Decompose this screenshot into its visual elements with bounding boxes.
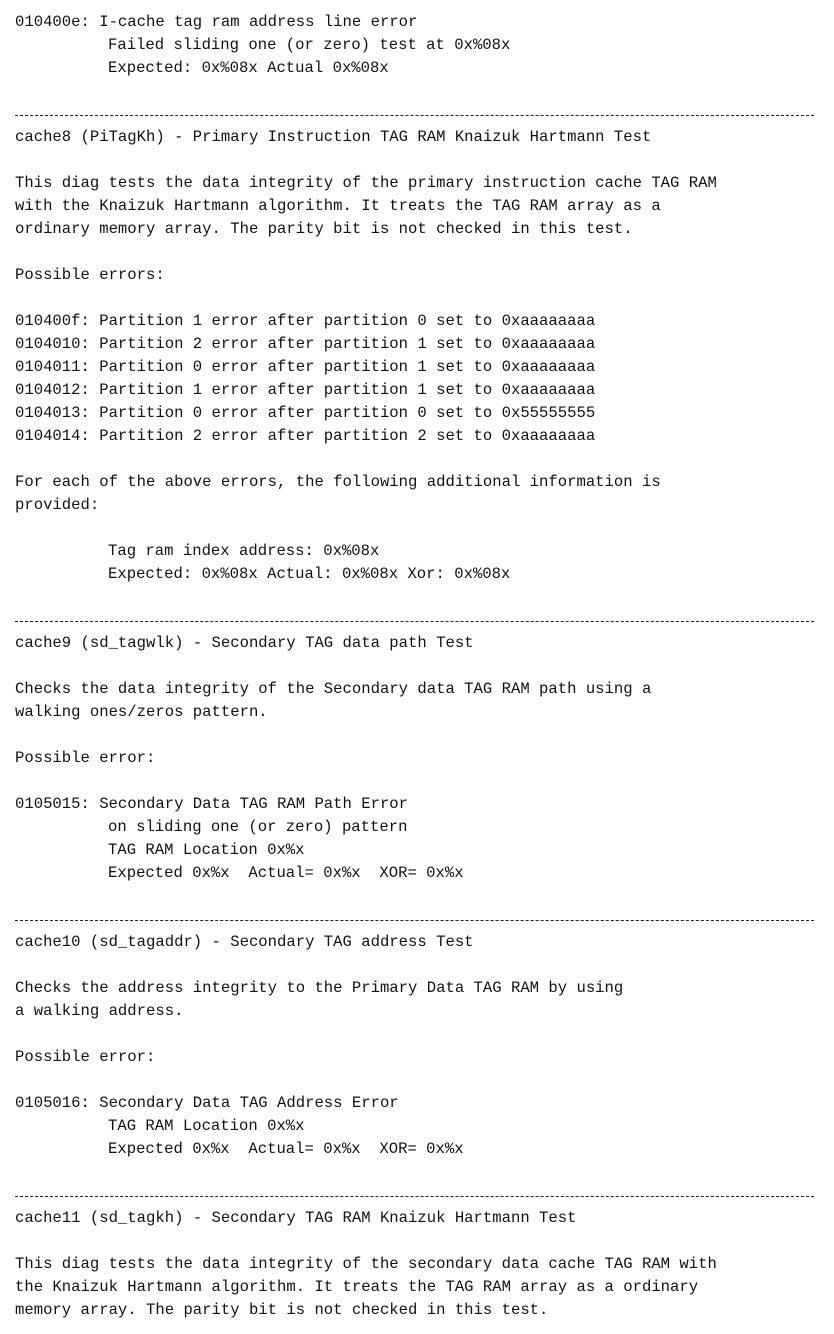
document-line: Expected 0x%x Actual= 0x%x XOR= 0x%x	[108, 1140, 464, 1158]
document-line: with the Knaizuk Hartmann algorithm. It treats the TAG RAM array as a	[15, 197, 661, 215]
document-line: Possible error:	[15, 1048, 156, 1066]
section-divider	[15, 115, 814, 116]
document-line: the Knaizuk Hartmann algorithm. It treats the TAG RAM array as a ordinary	[15, 1278, 699, 1296]
document-line: 0104010: Partition 2 error after partition 1 set to 0xaaaaaaaa	[15, 335, 596, 353]
document-line: Checks the address integrity to the Primary Data TAG RAM by using	[15, 979, 624, 997]
document-line: 0104011: Partition 0 error after partition 1 set to 0xaaaaaaaa	[15, 358, 596, 376]
document-line: Expected: 0x%08x Actual: 0x%08x Xor: 0x%08x	[108, 565, 511, 583]
document-line: cache9 (sd_tagwlk) - Secondary TAG data path Test	[15, 634, 474, 652]
document-line: Expected 0x%x Actual= 0x%x XOR= 0x%x	[108, 864, 464, 882]
document-line: Possible error:	[15, 749, 156, 767]
section-divider	[15, 1196, 814, 1197]
document-line: Failed sliding one (or zero) test at 0x%08x	[108, 36, 511, 54]
document-line: Possible errors:	[15, 266, 165, 284]
document-line: 0104014: Partition 2 error after partition 2 set to 0xaaaaaaaa	[15, 427, 596, 445]
section-divider	[15, 920, 814, 921]
document-line: a walking address.	[15, 1002, 184, 1020]
document-line: 010400f: Partition 1 error after partition 0 set to 0xaaaaaaaa	[15, 312, 596, 330]
document-line: 0104013: Partition 0 error after partition 0 set to 0x55555555	[15, 404, 596, 422]
document-line: 0105015: Secondary Data TAG RAM Path Error	[15, 795, 409, 813]
document-line: 0104012: Partition 1 error after partition 1 set to 0xaaaaaaaa	[15, 381, 596, 399]
document-line: TAG RAM Location 0x%x	[108, 841, 305, 859]
document-line: provided:	[15, 496, 100, 514]
document-line: This diag tests the data integrity of the primary instruction cache TAG RAM	[15, 174, 717, 192]
document-line: on sliding one (or zero) pattern	[108, 818, 408, 836]
document-line: Tag ram index address: 0x%08x	[108, 542, 380, 560]
document-line: cache11 (sd_tagkh) - Secondary TAG RAM Knaizuk Hartmann Test	[15, 1209, 577, 1227]
document-line: Checks the data integrity of the Secondary data TAG RAM path using a	[15, 680, 652, 698]
section-divider	[15, 621, 814, 622]
document-line: 0105016: Secondary Data TAG Address Error	[15, 1094, 399, 1112]
document-line: memory array. The parity bit is not checked in this test.	[15, 1301, 549, 1319]
document-line: For each of the above errors, the following additional information is	[15, 473, 661, 491]
document-line: 010400e: I-cache tag ram address line error	[15, 13, 418, 31]
document-line: This diag tests the data integrity of the secondary data cache TAG RAM with	[15, 1255, 717, 1273]
document-line: Expected: 0x%08x Actual 0x%08x	[108, 59, 389, 77]
document-line: ordinary memory array. The parity bit is not checked in this test.	[15, 220, 633, 238]
document-line: walking ones/zeros pattern.	[15, 703, 268, 721]
document-line: cache8 (PiTagKh) - Primary Instruction TAG RAM Knaizuk Hartmann Test	[15, 128, 652, 146]
document-line: cache10 (sd_tagaddr) - Secondary TAG address Test	[15, 933, 474, 951]
document-line: TAG RAM Location 0x%x	[108, 1117, 305, 1135]
